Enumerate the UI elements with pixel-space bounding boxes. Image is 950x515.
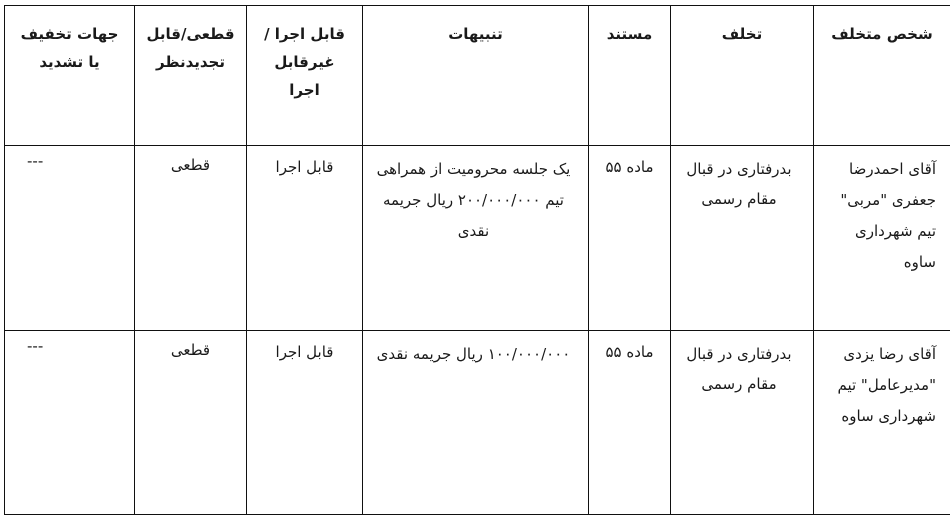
table-row	[5, 146, 950, 331]
cell-penalties: ۱۰۰/۰۰۰/۰۰۰ ریال جریمه نقدی	[363, 331, 589, 515]
cell-final: قطعی	[135, 331, 247, 515]
cell-person: آقای احمدرضا جعفری "مربی" تیم شهرداری ساوه	[814, 146, 950, 331]
cell-final: قطعی	[135, 146, 247, 331]
header-executable: قابل اجرا /غیرقابل اجرا	[247, 6, 363, 146]
cell-reference: ماده ۵۵	[589, 331, 671, 515]
ruling-table	[4, 5, 950, 515]
header-reduction: جهات تخفیف یا تشدید	[5, 6, 135, 146]
cell-reduction: ---	[5, 146, 135, 331]
header-person: شخص متخلف	[814, 6, 950, 146]
cell-reference: ماده ۵۵	[589, 146, 671, 331]
cell-reduction: ---	[5, 331, 135, 515]
cell-person: آقای رضا یزدی "مدیرعامل" تیم شهرداری ساوه	[814, 331, 950, 515]
table-row	[5, 331, 950, 515]
header-offence: تخلف	[671, 6, 814, 146]
cell-offence: بدرفتاری در قبال مقام رسمی	[671, 146, 814, 331]
header-reference: مستند	[589, 6, 671, 146]
cell-executable: قابل اجرا	[247, 146, 363, 331]
header-penalties: تنبیهات	[363, 6, 589, 146]
table-header-row	[5, 6, 950, 146]
header-final: قطعی/قابل تجدیدنظر	[135, 6, 247, 146]
cell-penalties: یک جلسه محرومیت از همراهی تیم ۲۰۰/۰۰۰/۰۰۰ ریال جریمه نقدی	[363, 146, 589, 331]
cell-offence: بدرفتاری در قبال مقام رسمی	[671, 331, 814, 515]
cell-executable: قابل اجرا	[247, 331, 363, 515]
